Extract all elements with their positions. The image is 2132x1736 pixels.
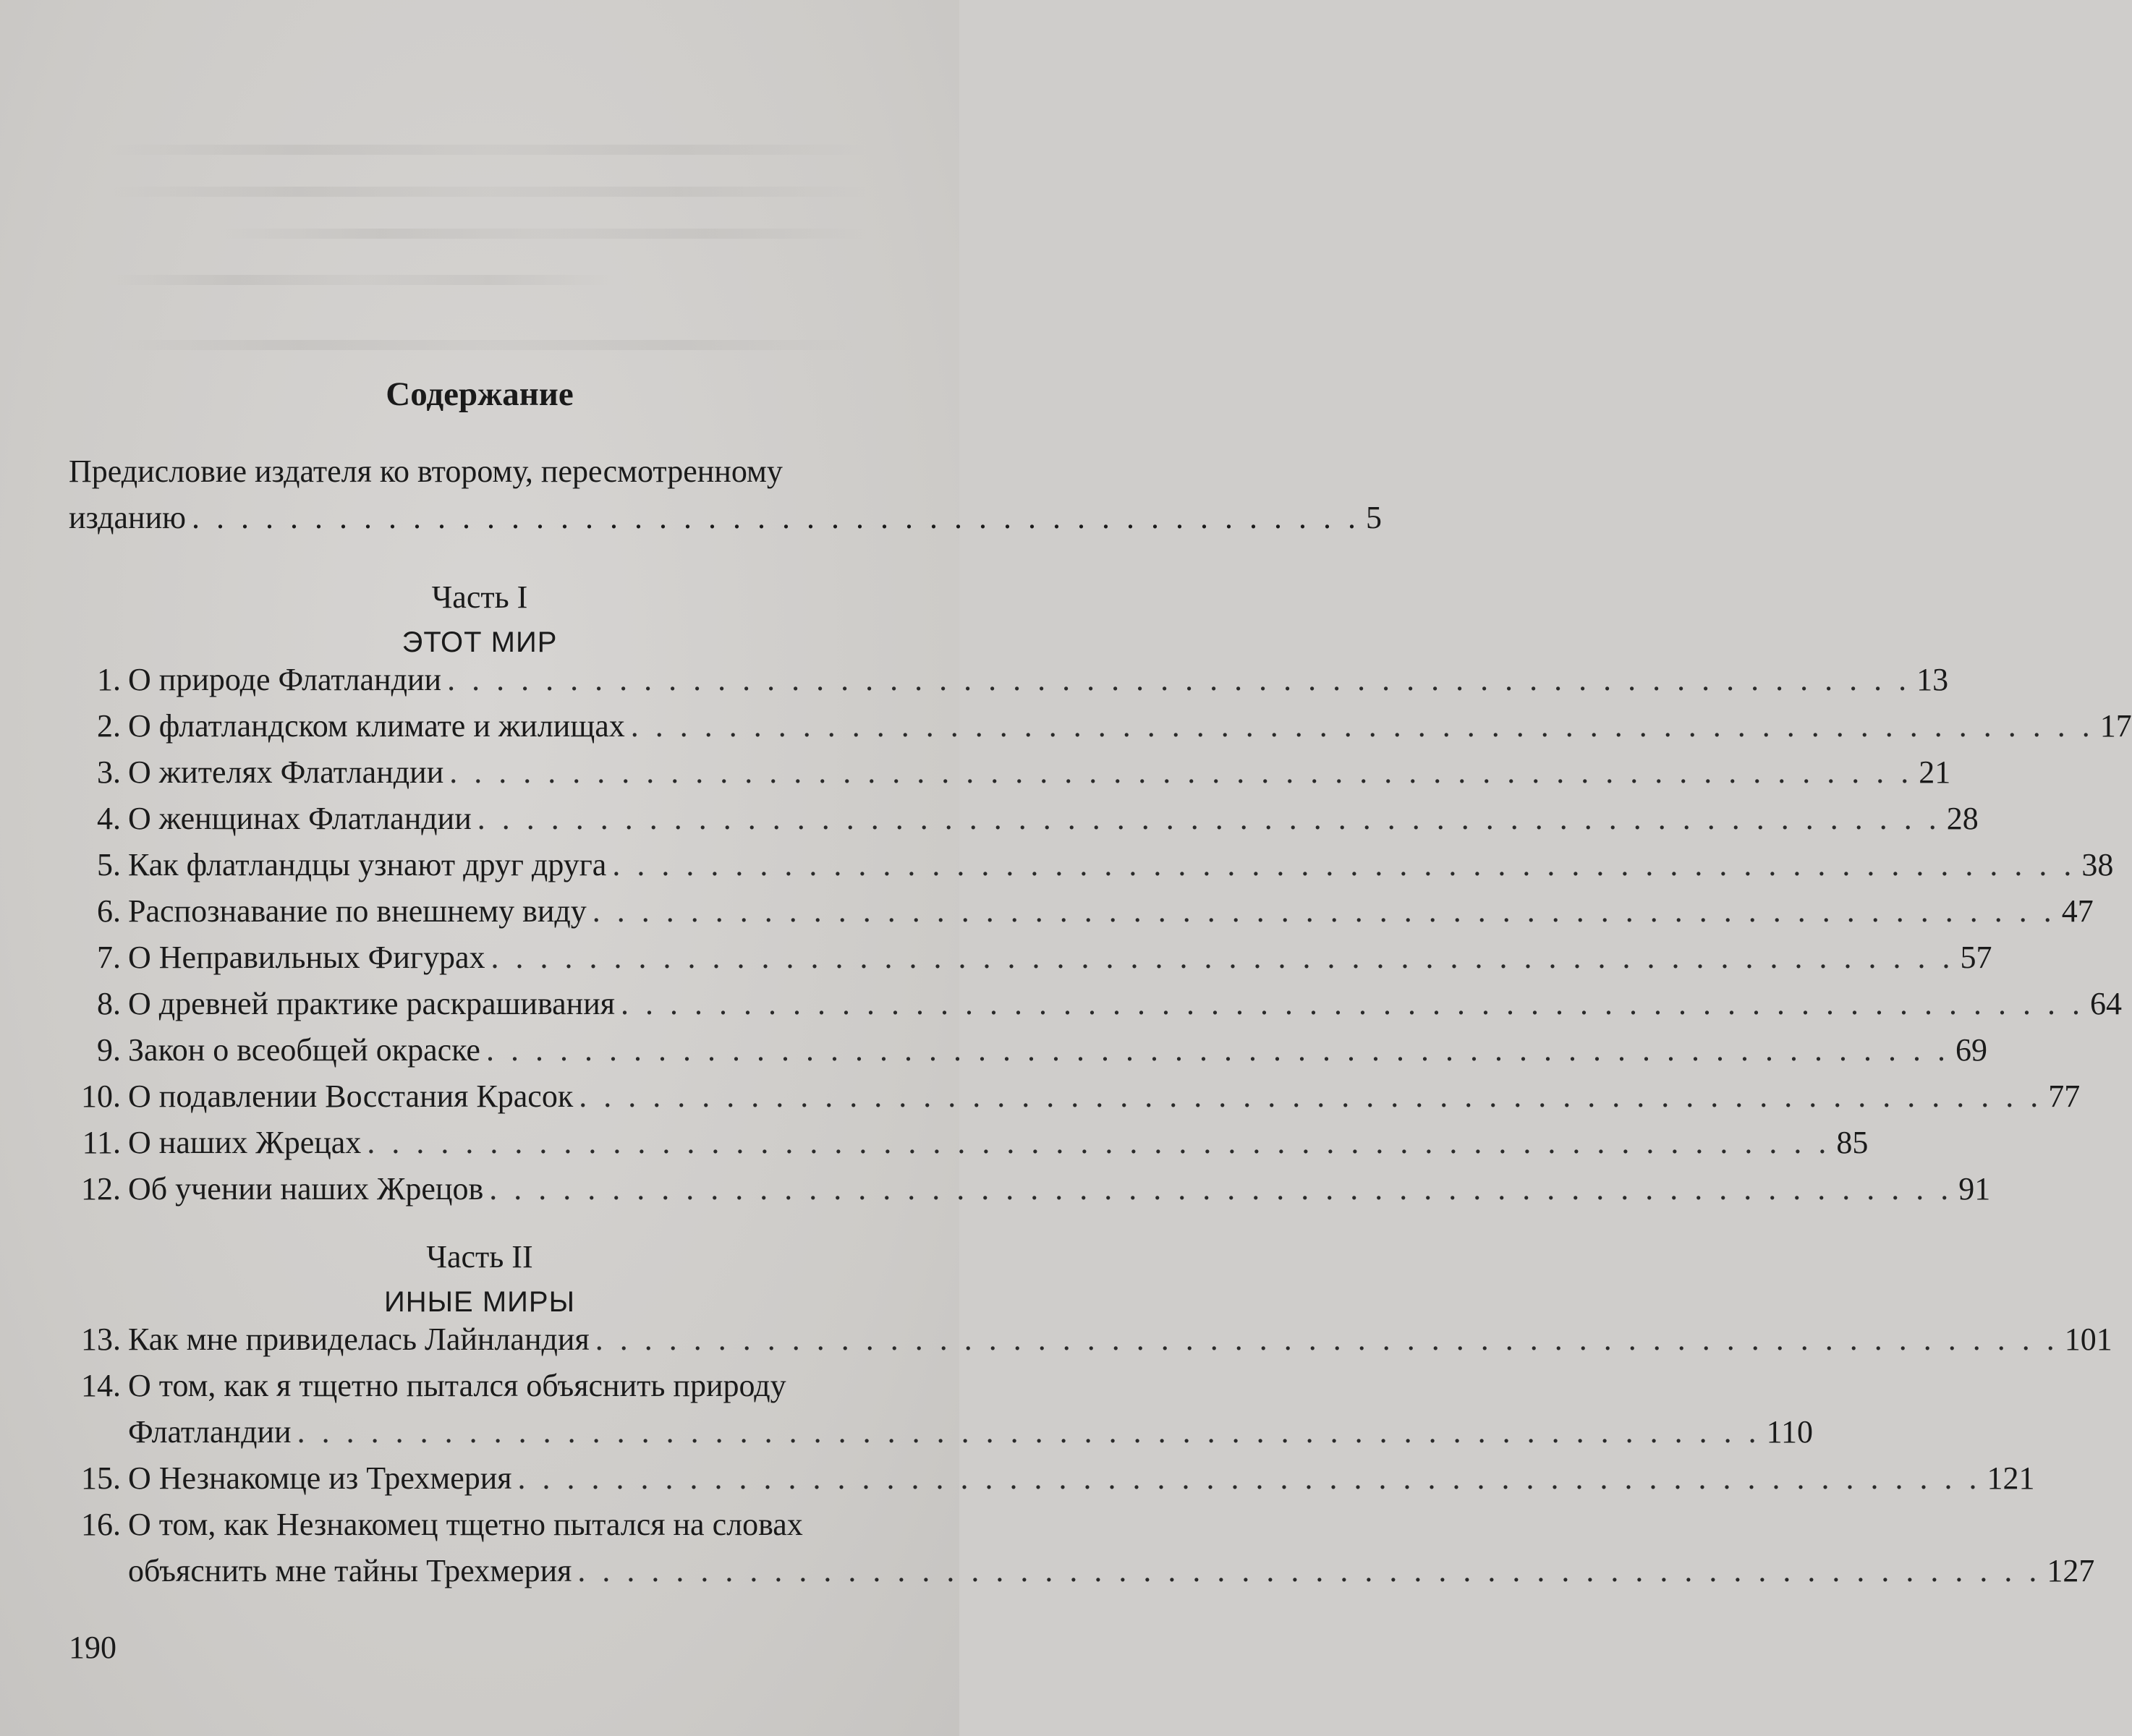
chapter-page-number: 17 <box>2099 708 2132 744</box>
toc-entry-continuation <box>128 1548 2095 1594</box>
page-number: 190 <box>69 1630 116 1665</box>
chapter-title: О подавлении Восстания Красок <box>128 1078 574 1114</box>
toc-entry <box>69 842 2114 888</box>
part-2-title: ИНЫЕ МИРЫ <box>384 1286 575 1318</box>
chapter-number: 5. <box>97 847 121 882</box>
chapter-page-number: 64 <box>2090 986 2122 1021</box>
toc-entry <box>69 749 1951 796</box>
chapter-page-number: 85 <box>1836 1125 1869 1160</box>
toc-entry <box>69 1073 2081 1120</box>
chapter-page-number: 121 <box>1987 1460 2035 1496</box>
toc-entry <box>69 935 1992 981</box>
preface-page-number: 5 <box>1366 500 1383 535</box>
chapter-page-number: 101 <box>2064 1322 2112 1357</box>
chapter-page-number: 91 <box>1958 1171 1991 1207</box>
chapter-page-number: 38 <box>2081 847 2114 882</box>
chapter-number: 7. <box>97 940 121 975</box>
chapter-number: 1. <box>97 662 121 697</box>
chapter-number: 2. <box>97 708 121 744</box>
leader-dots: . . . . . . . . . . . . . . . . . . . . . . . . . . . . . . . . . . . . . . . . . . . . . . . . . . . . . . . . . . . . <box>449 754 1914 790</box>
chapter-title-continuation: объяснить мне тайны Трехмерия <box>128 1553 572 1588</box>
leader-dots: . . . . . . . . . . . . . . . . . . . . . . . . . . . . . . . . . . . . . . . . . . . . . . . . . . . . . . . . . . . . <box>621 986 2084 1021</box>
chapter-number: 12. <box>81 1171 121 1207</box>
leader-dots: . . . . . . . . . . . . . . . . . . . . . . . . . . . . . . . . . . . . . . . . . . . . . . . . . . . . . . . . . . . . <box>485 1032 1950 1068</box>
toc-entry <box>69 1120 1869 1166</box>
chapter-title: О древней практике раскрашивания <box>128 986 615 1021</box>
leader-dots: . . . . . . . . . . . . . . . . . . . . . . . . . . . . . . . . . . . . . . . . . . . . . . . . . . . . . . . . . . . . <box>595 1322 2059 1357</box>
chapter-title: О наших Жрецах <box>128 1125 362 1160</box>
chapter-number: 9. <box>97 1032 121 1068</box>
chapter-title: Как флатландцы узнают друг друга <box>128 847 607 882</box>
chapter-number: 13. <box>81 1322 121 1357</box>
toc-entry-continuation <box>128 1409 1813 1455</box>
leader-dots: . . . . . . . . . . . . . . . . . . . . . . . . . . . . . . . . . . . . . . . . . . . . . . . . . . . . . . . . . . . . <box>577 1553 2042 1588</box>
chapter-page-number: 47 <box>2061 893 2094 929</box>
chapter-title: Закон о всеобщей окраске <box>128 1032 480 1068</box>
chapter-title: О жителях Флатландии <box>128 754 444 790</box>
chapter-title: О Незнакомце из Трехмерия <box>128 1460 512 1496</box>
chapter-title: Как мне привиделась Лайнландия <box>128 1322 590 1357</box>
toc-entry <box>69 981 2122 1027</box>
chapter-number: 6. <box>97 893 121 929</box>
toc-entry <box>69 1455 2035 1502</box>
chapter-title: О женщинах Флатландии <box>128 801 472 836</box>
chapter-number: 8. <box>97 986 121 1021</box>
chapter-page-number: 13 <box>1916 662 1949 697</box>
toc-entry <box>69 1502 919 1548</box>
leader-dots: . . . . . . . . . . . . . . . . . . . . . . . . . . . . . . . . . . . . . . . . . . . . . . . . . . . . . . . . . . . . <box>612 847 2076 882</box>
chapter-number: 15. <box>81 1460 121 1496</box>
leader-dots: . . . . . . . . . . . . . . . . . . . . . . . . . . . . . . . . . . . . . . . . . . . . . . . . . . . . . . . . . . . . <box>592 893 2056 929</box>
chapter-title: О том, как Незнакомец тщетно пытался на словах <box>128 1507 803 1542</box>
bleed-through-line <box>109 187 868 197</box>
bleed-through-line <box>109 340 868 350</box>
leader-dots: . . . . . . . . . . . . . . . . . . . . . . . . . . . . . . . . . . . . . . . . . . . . . . . . . . . . . . . . . . . . <box>490 940 1955 975</box>
toc-entry <box>69 657 1949 703</box>
page-title: Содержание <box>386 375 574 413</box>
preface-entry-line1: Предисловие издателя ко второму, пересмотренному <box>69 454 783 489</box>
chapter-number: 11. <box>82 1125 121 1160</box>
chapter-title: О природе Флатландии <box>128 662 442 697</box>
chapter-title: О том, как я тщетно пытался объяснить природу <box>128 1368 786 1403</box>
chapter-number: 3. <box>97 754 121 790</box>
leader-dots: . . . . . . . . . . . . . . . . . . . . . . . . . . . . . . . . . . . . . . . . . . . . . . . . . . . . . . . . . . . . <box>517 1460 1982 1496</box>
chapter-title-continuation: Флатландии <box>128 1414 292 1450</box>
toc-entry <box>69 888 2094 935</box>
chapter-page-number: 21 <box>1919 754 1951 790</box>
toc-entry <box>69 1363 919 1409</box>
leader-dots: . . . . . . . . . . . . . . . . . . . . . . . . . . . . . . . . . . . . . . . . . . . . . . . . . . . . . . . . . . . . <box>489 1171 1953 1207</box>
preface-entry-label: изданию <box>69 500 187 535</box>
leader-dots: . . . . . . . . . . . . . . . . . . . . . . . . . . . . . . . . . . . . . . . . . . . . . . . . . . . . . . . . . . . . <box>477 801 1941 836</box>
toc-entry <box>69 1166 1991 1212</box>
chapter-number: 10. <box>81 1078 121 1114</box>
chapter-page-number: 127 <box>2047 1553 2095 1588</box>
chapter-page-number: 57 <box>1960 940 1992 975</box>
part-2-label: Часть II <box>426 1239 533 1275</box>
toc-entry <box>69 1316 2112 1363</box>
bleed-through-line <box>109 275 615 285</box>
chapter-title: Об учении наших Жрецов <box>128 1171 484 1207</box>
bleed-through-line <box>109 145 868 155</box>
bleed-through-line <box>217 229 868 239</box>
toc-entry <box>69 703 2132 749</box>
preface-entry-line2 <box>69 495 1383 541</box>
toc-entry <box>69 796 1979 842</box>
chapter-page-number: 28 <box>1946 801 1979 836</box>
chapter-number: 16. <box>81 1507 121 1542</box>
toc-entry <box>69 1027 1987 1073</box>
leader-dots: . . . . . . . . . . . . . . . . . . . . . . . . . . . . . . . . . . . . . . . . . . . . . . . . . . . . . . . . . . . . <box>367 1125 1831 1160</box>
part-1-title: ЭТОТ МИР <box>402 626 558 658</box>
leader-dots: . . . . . . . . . . . . . . . . . . . . . . . . . . . . . . . . . . . . . . . . . . . . . . . . . . . . . . . . . . . . <box>297 1414 1761 1450</box>
chapter-page-number: 77 <box>2048 1078 2081 1114</box>
chapter-page-number: 110 <box>1766 1414 1813 1450</box>
chapter-title: О флатландском климате и жилищах <box>128 708 625 744</box>
leader-dots: . . . . . . . . . . . . . . . . . . . . . . . . . . . . . . . . . . . . . . . . . . . . . . . . . . . . . . . . . . . . <box>579 1078 2043 1114</box>
chapter-number: 4. <box>97 801 121 836</box>
chapter-title: О Неправильных Фигурах <box>128 940 485 975</box>
leader-dots: . . . . . . . . . . . . . . . . . . . . . . . . . . . . . . . . . . . . . . . . . . . . . . . . <box>192 500 1361 535</box>
part-1-label: Часть I <box>431 579 528 615</box>
chapter-title: Распознавание по внешнему виду <box>128 893 587 929</box>
leader-dots: . . . . . . . . . . . . . . . . . . . . . . . . . . . . . . . . . . . . . . . . . . . . . . . . . . . . . . . . . . . . <box>630 708 2094 744</box>
leader-dots: . . . . . . . . . . . . . . . . . . . . . . . . . . . . . . . . . . . . . . . . . . . . . . . . . . . . . . . . . . . . <box>447 662 1911 697</box>
chapter-number: 14. <box>81 1368 121 1403</box>
chapter-page-number: 69 <box>1955 1032 1987 1068</box>
